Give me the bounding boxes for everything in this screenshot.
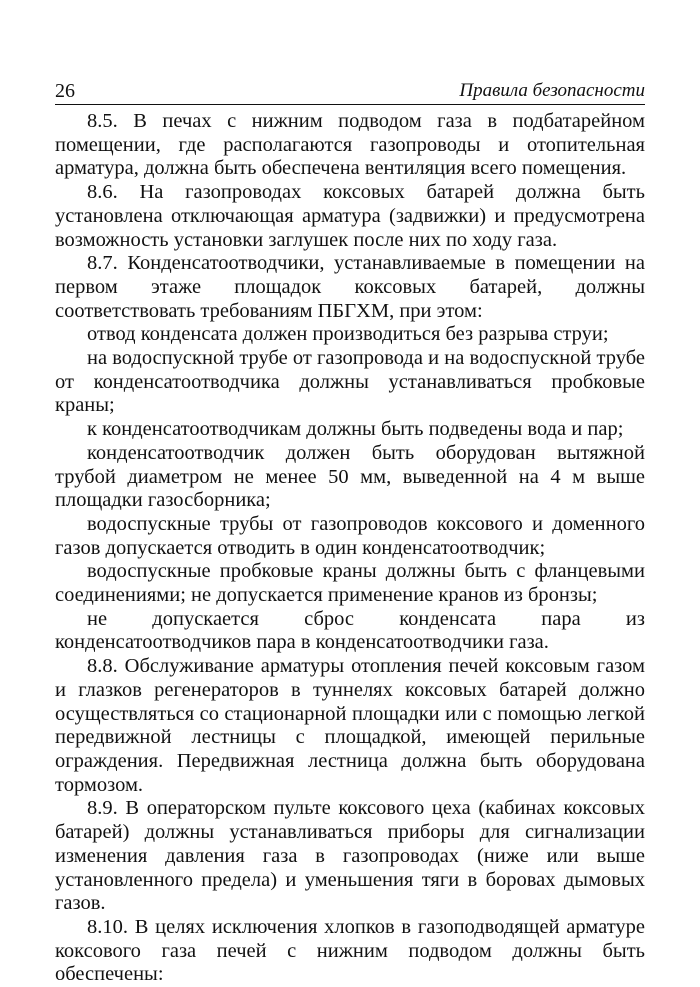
- list-item: к конденсатоотводчикам должны быть подведены вода и пар;: [87, 418, 624, 441]
- page-header: [55, 80, 645, 105]
- paragraph-8-9: 8.9. В операторском пульте коксового цеха (кабинах коксовых батарей) должны устанавливаться приборы для сигнализации изменения давления газа в газопроводах (ниже или выше установленного предела) и уменьшения тяги в боровах дымовых газов.: [55, 797, 645, 915]
- paragraph-8-5: 8.5. В печах с нижним подводом газа в подбатарейном помещении, где располагаются газопроводы и отопительная арматура, должна быть обеспечена вентиляция всего помещения.: [55, 110, 645, 180]
- list-item: водоспускные пробковые краны должны быть с фланцевыми соединениями; не допускается применение кранов из бронзы;: [55, 560, 645, 607]
- paragraph-8-7: 8.7. Конденсатоотводчики, устанавливаемые в помещении на первом этаже площадок коксовых батарей, должны соответствовать требованиям ПБГХМ, при этом:: [55, 252, 645, 322]
- running-title: Правила безопасности: [459, 80, 645, 101]
- list-item: конденсатоотводчик должен быть оборудован вытяжной трубой диаметром не менее 50 мм, выведенной на 4 м выше площадки газосборника;: [55, 441, 645, 512]
- paragraph-8-6: 8.6. На газопроводах коксовых батарей должна быть установлена отключающая арматура (задвижки) и предусмотрена возможность установки заглушек после них по ходу газа.: [55, 181, 645, 251]
- list-item: на водоспускной трубе от газопровода и на водоспускной трубе от конденсатоотводчика должны устанавливаться пробковые краны;: [55, 347, 645, 417]
- paragraph-8-10: 8.10. В целях исключения хлопков в газоподводящей арматуре коксового газа печей с нижним подводом должны быть обеспечены:: [55, 915, 645, 986]
- list-item: водоспускные трубы от газопроводов коксового и доменного газов допускается отводить в один конденсатоотводчик;: [55, 512, 645, 559]
- paragraph-8-8: 8.8. Обслуживание арматуры отопления печей коксовым газом и глазков регенераторов в туннелях коксовых батарей должно осуществляться со стационарной площадки или с помощью легкой передвижной лестницы с площадкой, имеющей перильные ограждения. Передвижная лестница должна быть оборудована тормозом.: [55, 655, 645, 796]
- list-item: отвод конденсата должен производиться без разрыва струи;: [87, 323, 609, 346]
- list-item: не допускается сброс конденсата пара из конденсатоотводчиков пара в конденсатоотводчики газа.: [55, 607, 645, 654]
- document-body: [55, 110, 645, 987]
- page-number: 26: [55, 80, 75, 102]
